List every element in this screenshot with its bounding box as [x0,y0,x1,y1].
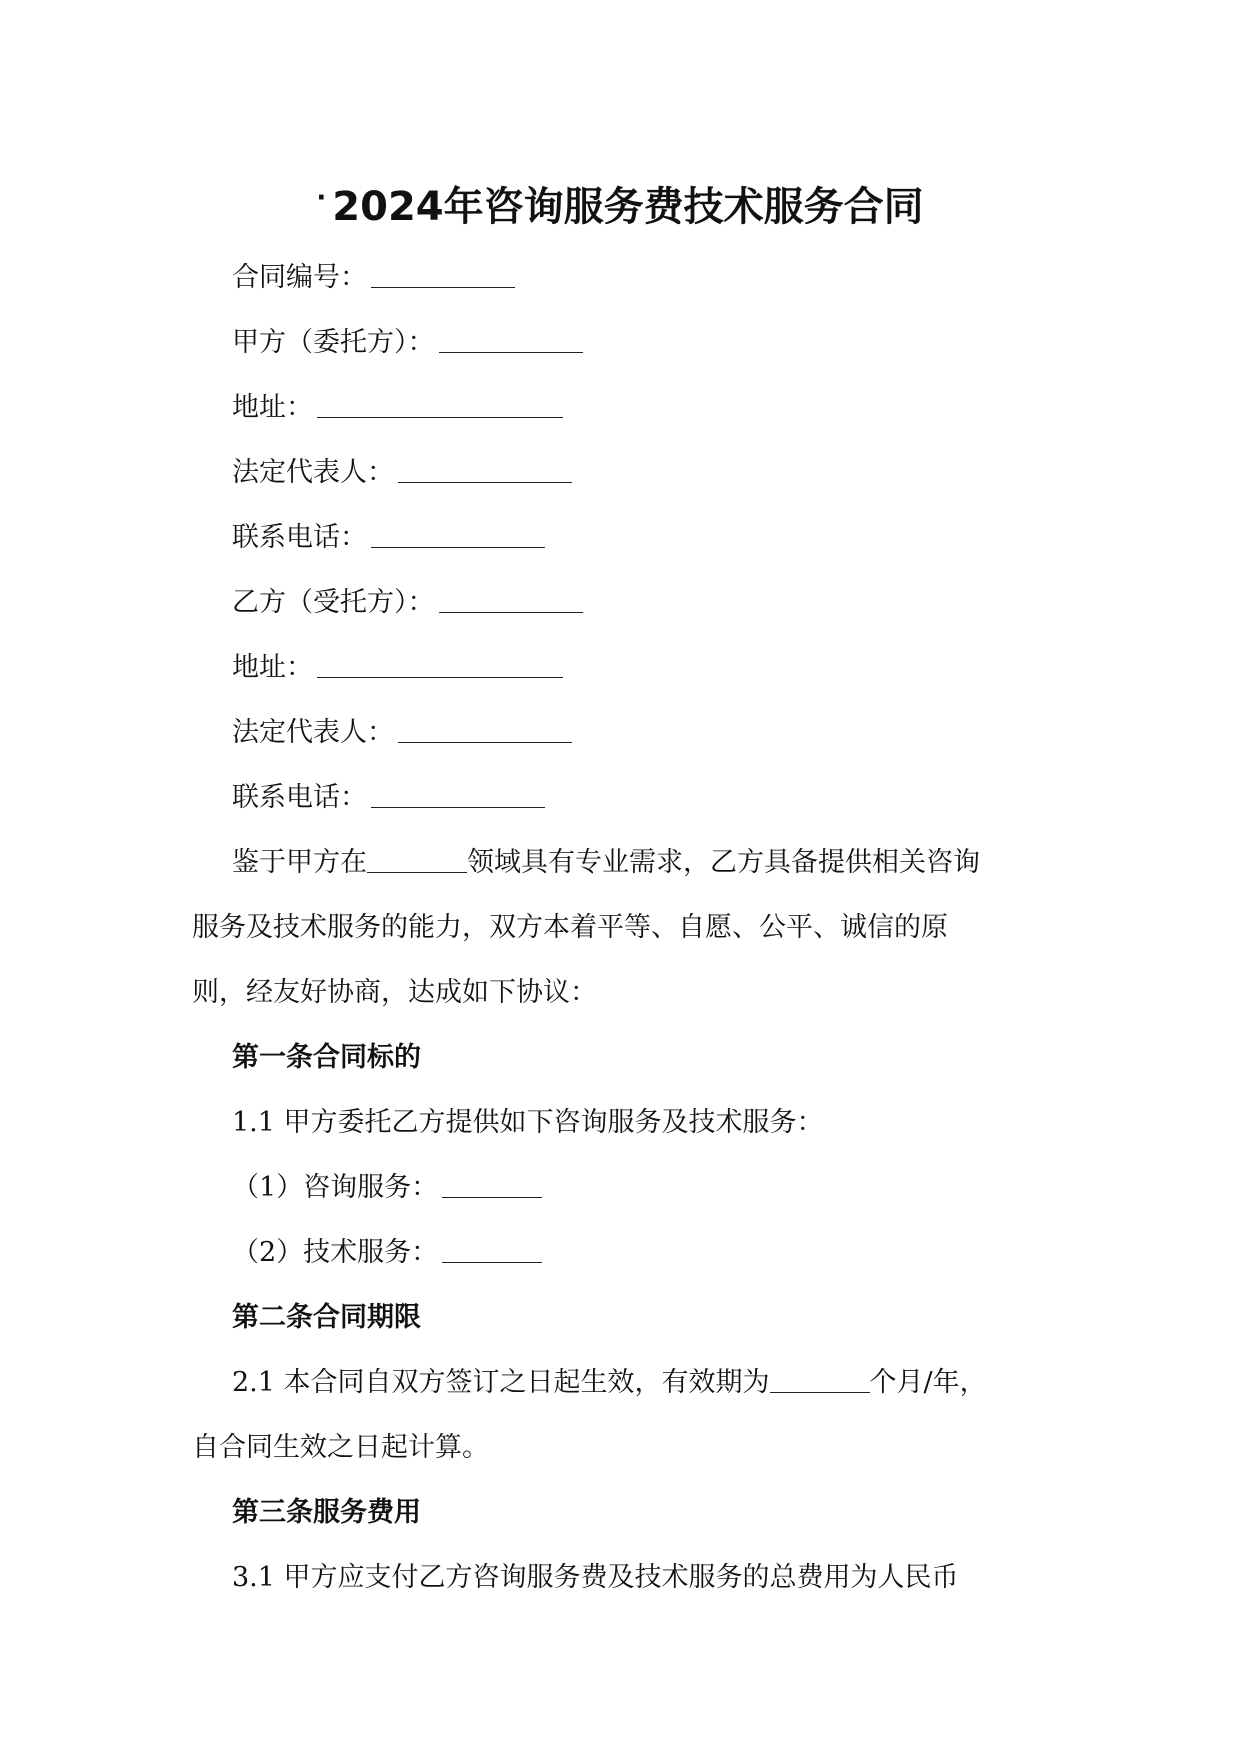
fill-blank[interactable] [442,1173,542,1198]
preamble-text: 鉴于甲方在 [232,847,367,878]
article-1-heading: 第一条合同标的 [232,1042,421,1073]
field-label: 地址： [232,392,313,423]
clause-text: 2.1 本合同自双方签订之日起生效，有效期为 [232,1367,770,1398]
preamble-line-2: 服务及技术服务的能力，双方本着平等、自愿、公平、诚信的原 [192,912,948,943]
clause-3-1: 3.1 甲方应支付乙方咨询服务费及技术服务的总费用为人民币 [232,1562,959,1593]
item-label: （2）技术服务： [232,1237,439,1268]
preamble-text: 领域具有专业需求，乙方具备提供相关咨询 [467,847,980,878]
fill-blank[interactable] [371,263,515,288]
clause-1-1: 1.1 甲方委托乙方提供如下咨询服务及技术服务： [232,1107,824,1138]
field-label: 法定代表人： [232,717,394,748]
field-party-b-phone [232,778,545,818]
title-text: 2024年咨询服务费技术服务合同 [332,184,924,230]
fill-blank[interactable] [398,718,572,743]
fill-blank[interactable] [367,848,467,873]
fill-blank[interactable] [371,783,545,808]
title-mark: · [316,183,327,213]
field-party-a-legal-rep [232,453,572,493]
preamble-line-1 [232,843,980,883]
field-party-b [232,583,583,623]
field-party-b-legal-rep [232,713,572,753]
fill-blank[interactable] [442,1238,542,1263]
field-label: 甲方（委托方）： [232,327,435,358]
clause-2-1-line-1 [232,1363,987,1403]
fill-blank[interactable] [317,653,563,678]
fill-blank[interactable] [371,523,545,548]
clause-2-1-line-2: 自合同生效之日起计算。 [192,1432,489,1463]
preamble-line-3: 则，经友好协商，达成如下协议： [192,977,597,1008]
fill-blank[interactable] [770,1368,870,1393]
field-party-a-address [232,388,563,428]
field-label: 法定代表人： [232,457,394,488]
field-party-b-address [232,648,563,688]
fill-blank[interactable] [439,328,583,353]
document-title [0,170,1240,235]
field-label: 地址： [232,652,313,683]
clause-text: 个月/年， [869,1367,987,1398]
field-party-a [232,323,583,363]
article-2-heading: 第二条合同期限 [232,1302,421,1333]
article-3-heading: 第三条服务费用 [232,1497,421,1528]
item-label: （1）咨询服务： [232,1172,439,1203]
field-label: 乙方（受托方）： [232,587,435,618]
field-contract-number [232,258,515,298]
field-label: 合同编号： [232,262,367,293]
field-party-a-phone [232,518,545,558]
fill-blank[interactable] [317,393,563,418]
clause-1-1-item-2 [232,1233,542,1273]
field-label: 联系电话： [232,782,367,813]
fill-blank[interactable] [439,588,583,613]
field-label: 联系电话： [232,522,367,553]
fill-blank[interactable] [398,458,572,483]
clause-1-1-item-1 [232,1168,542,1208]
